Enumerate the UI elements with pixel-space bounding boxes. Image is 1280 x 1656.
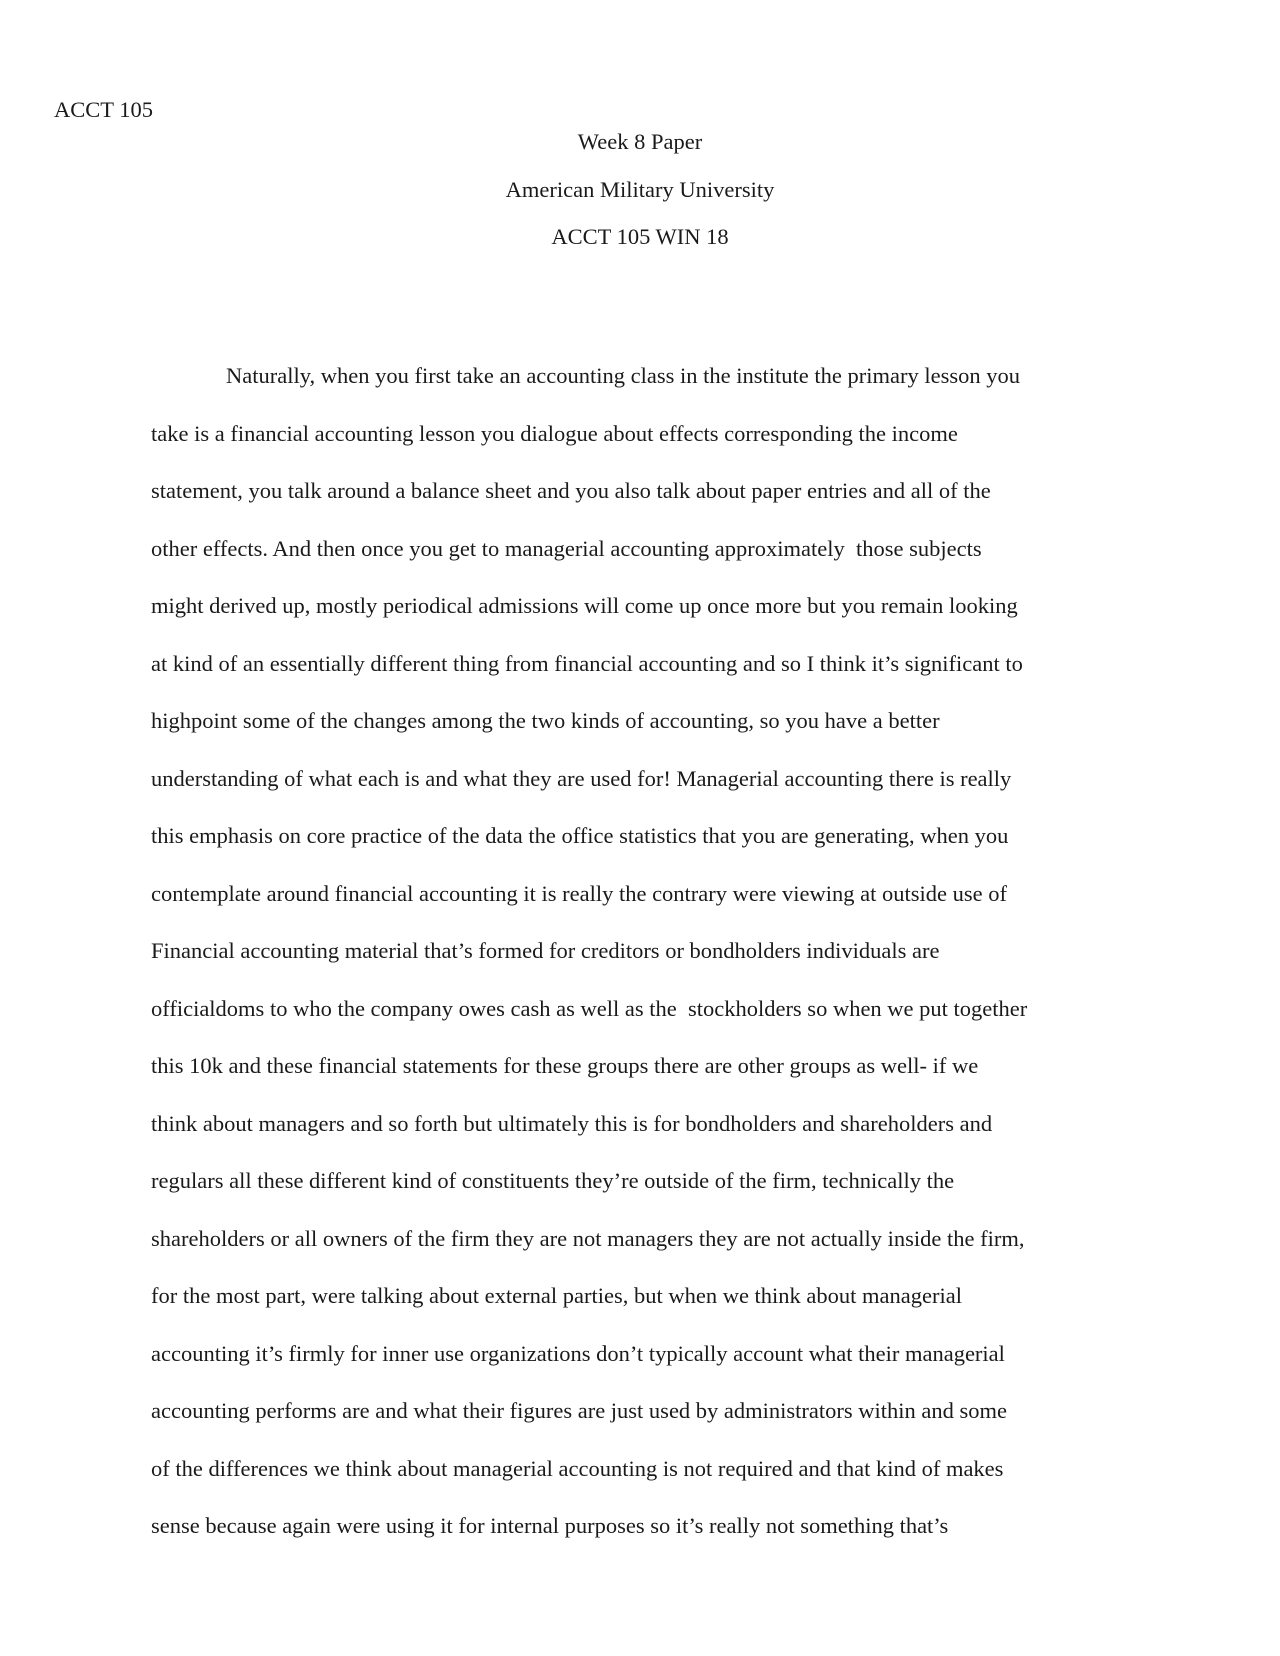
institution-name: American Military University bbox=[505, 176, 775, 202]
body-line: understanding of what each is and what they are used for! Managerial accounting there is really bbox=[151, 765, 1012, 791]
body-line: highpoint some of the changes among the two kinds of accounting, so you have a better bbox=[151, 708, 940, 733]
body-line: accounting it’s firmly for inner use organizations don’t typically account what their managerial bbox=[151, 1340, 1005, 1366]
body-line: officialdoms to who the company owes cash as well as the stockholders so when we put together bbox=[151, 995, 1028, 1021]
body-line: contemplate around financial accounting it is really the contrary were viewing at outside use of bbox=[151, 880, 1007, 906]
body-line: statement, you talk around a balance sheet and you also talk about paper entries and all of the bbox=[151, 478, 991, 503]
body-line: Naturally, when you first take an accounting class in the institute the primary lesson you bbox=[226, 363, 1020, 388]
paper-title: Week 8 Paper bbox=[577, 129, 703, 154]
body-line: might derived up, mostly periodical admissions will come up once more but you remain looking bbox=[151, 593, 1018, 618]
body-line: at kind of an essentially different thing from financial accounting and so I think it’s significant to bbox=[151, 650, 1023, 676]
body-line: this 10k and these financial statements for these groups there are other groups as well- if we bbox=[151, 1053, 979, 1078]
body-paragraph bbox=[151, 362, 1141, 1570]
body-line: Financial accounting material that’s formed for creditors or bondholders individuals are bbox=[151, 938, 940, 963]
course-header: ACCT 105 bbox=[54, 97, 153, 122]
body-line: of the differences we think about managerial accounting is not required and that kind of makes bbox=[151, 1455, 1004, 1481]
title-block bbox=[0, 128, 1280, 271]
course-section: ACCT 105 WIN 18 bbox=[551, 224, 729, 249]
body-line: regulars all these different kind of constituents they’re outside of the firm, technically the bbox=[151, 1168, 955, 1193]
body-line: take is a financial accounting lesson you dialogue about effects corresponding the income bbox=[151, 420, 958, 446]
body-line: for the most part, were talking about external parties, but when we think about managerial bbox=[151, 1283, 962, 1308]
body-line: think about managers and so forth but ultimately this is for bondholders and shareholders and bbox=[151, 1110, 993, 1136]
body-line: sense because again were using it for internal purposes so it’s really not something that’s bbox=[151, 1513, 949, 1538]
body-line: this emphasis on core practice of the data the office statistics that you are generating, when you bbox=[151, 823, 1009, 848]
body-line: shareholders or all owners of the firm they are not managers they are not actually inside the firm, bbox=[151, 1225, 1025, 1251]
body-line: accounting performs are and what their figures are just used by administrators within and some bbox=[151, 1398, 1008, 1423]
body-line: other effects. And then once you get to managerial accounting approximately those subjects bbox=[151, 535, 982, 561]
